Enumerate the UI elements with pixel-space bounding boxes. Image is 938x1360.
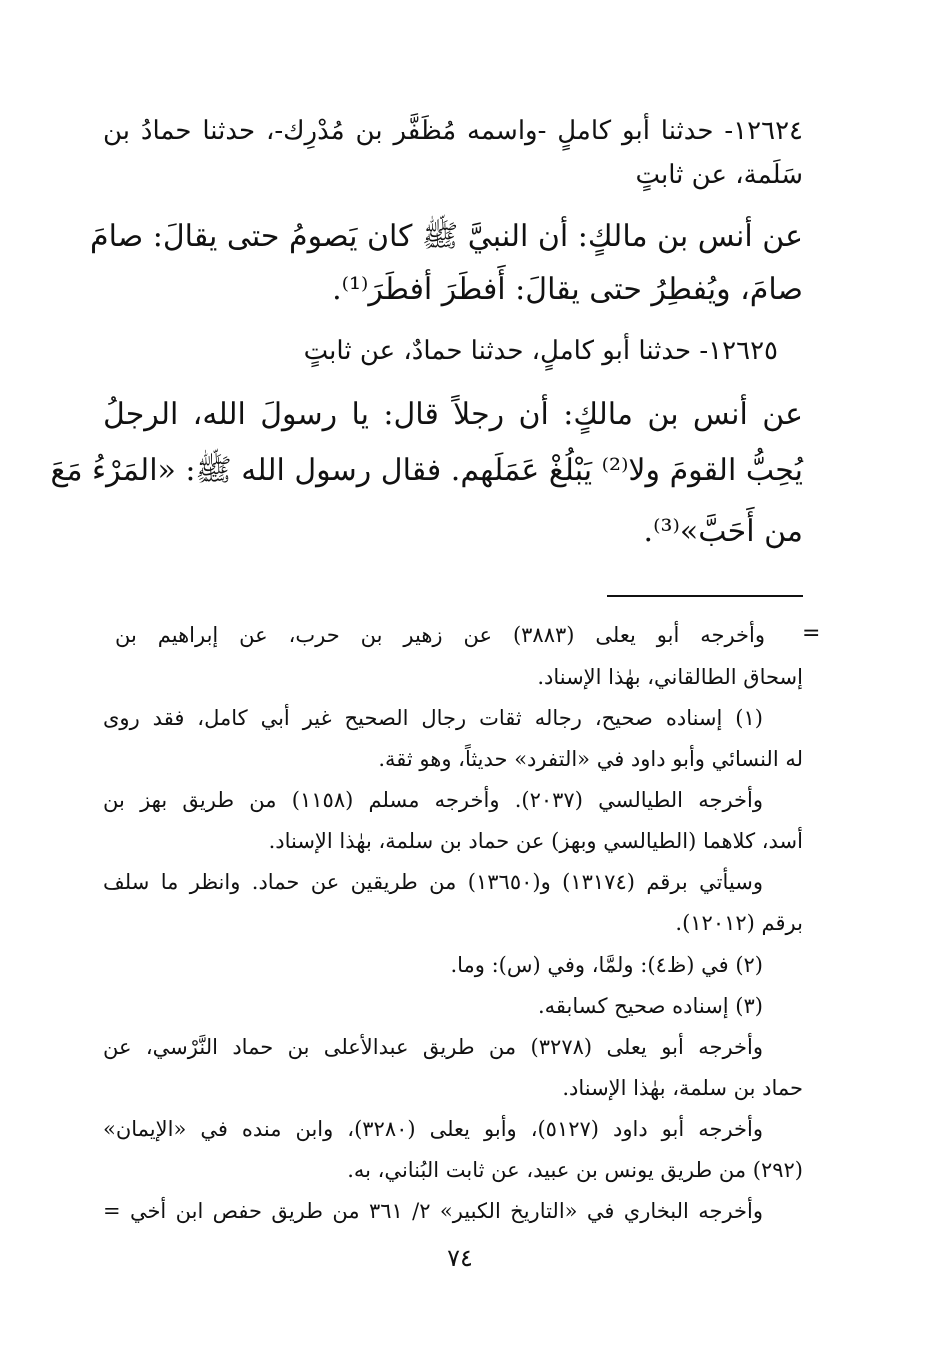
hadith-12625-matn-line-1: عن أنس بن مالكٍ: أن رجلاً قال: يا رسولَ الله، الرجلُ [103, 397, 803, 432]
footnote-line: (٢) في (ظ٤): ولمَّا، وفي (س): وما. [450, 953, 763, 977]
footnote-line: برقم (١٢٠١٢). [675, 911, 803, 935]
footnote-line: وسيأتي برقم (١٣١٧٤) و(١٣٦٥٠) من طريقين عن حماد. وانظر ما سلف [103, 870, 764, 894]
footnote-separator [607, 595, 803, 597]
footnote-line: وأخرجه البخاري في «التاريخ الكبير» ٢/ ٣٦١ من طريق حفص ابن أخي = [103, 1199, 763, 1223]
hadith-12625-isnad-line-1: ١٢٦٢٥- حدثنا أبو كاملٍ، حدثنا حمادٌ، عن ثابتٍ [303, 336, 778, 366]
footnote-line: وأخرجه أبو داود (٥١٢٧)، وأبو يعلى (٣٢٨٠)، وابن منده في «الإيمان» [103, 1117, 763, 1141]
footnote-line: وأخرجه أبو يعلى (٣٢٧٨) من طريق عبدالأعلى بن حماد النَّرْسي، عن [103, 1035, 763, 1059]
footnote-line: أسد، كلاهما (الطيالسي وبهز) عن حماد بن سلمة، بهٰذا الإسناد. [268, 829, 803, 853]
hadith-12624-isnad-line-1: ١٢٦٢٤- حدثنا أبو كاملٍ -واسمه مُظَفَّر بن مُدْرِك-، حدثنا حمادُ بن [103, 116, 803, 146]
footnote-line: وأخرجه الطيالسي (٢٠٣٧). وأخرجه مسلم (١١٥٨) من طريق بهز بن [103, 788, 763, 812]
footnote-line: إسحاق الطالقاني، بهٰذا الإسناد. [537, 665, 803, 689]
footnote-line: (٣) إسناده صحيح كسابقه. [537, 994, 763, 1018]
footnote-line: حماد بن سلمة، بهٰذا الإسناد. [562, 1076, 803, 1100]
footnote-line: وأخرجه أبو يعلى (٣٨٨٣) عن زهير بن حرب، عن إبراهيم بن [115, 623, 765, 647]
footnote-line: (٢٩٢) من طريق يونس بن عبيد، عن ثابت البُناني، به. [347, 1158, 803, 1182]
hadith-12625-matn-line-2: يُحِبُّ القومَ ولا⁽²⁾ يَبْلُغْ عَمَلَهم. فقال رسول الله ﷺ: «المَرْءُ مَعَ [50, 453, 803, 488]
hadith-12624-matn-line-2: صامَ، ويُفطِرُ حتى يقالَ: أَفطَرَ أفطَرَ⁽¹⁾. [332, 272, 803, 307]
hadith-12624-isnad-line-2: سَلَمة، عن ثابتٍ [635, 160, 803, 190]
page-number: ٧٤ [447, 1244, 473, 1272]
continuation-marker: = [802, 621, 821, 646]
footnote-line: له النسائي وأبو داود في «التفرد» حديثاً، وهو ثقة. [378, 747, 803, 771]
hadith-12625-matn-line-3: من أَحَبَّ»⁽³⁾. [643, 514, 803, 549]
footnote-line: (١) إسناده صحيح، رجاله ثقات رجال الصحيح غير أبي كامل، فقد روى [103, 706, 763, 730]
hadith-12624-matn-line-1: عن أنس بن مالكٍ: أن النبيَّ ﷺ كان يَصومُ حتى يقالَ: صامَ [90, 219, 803, 254]
